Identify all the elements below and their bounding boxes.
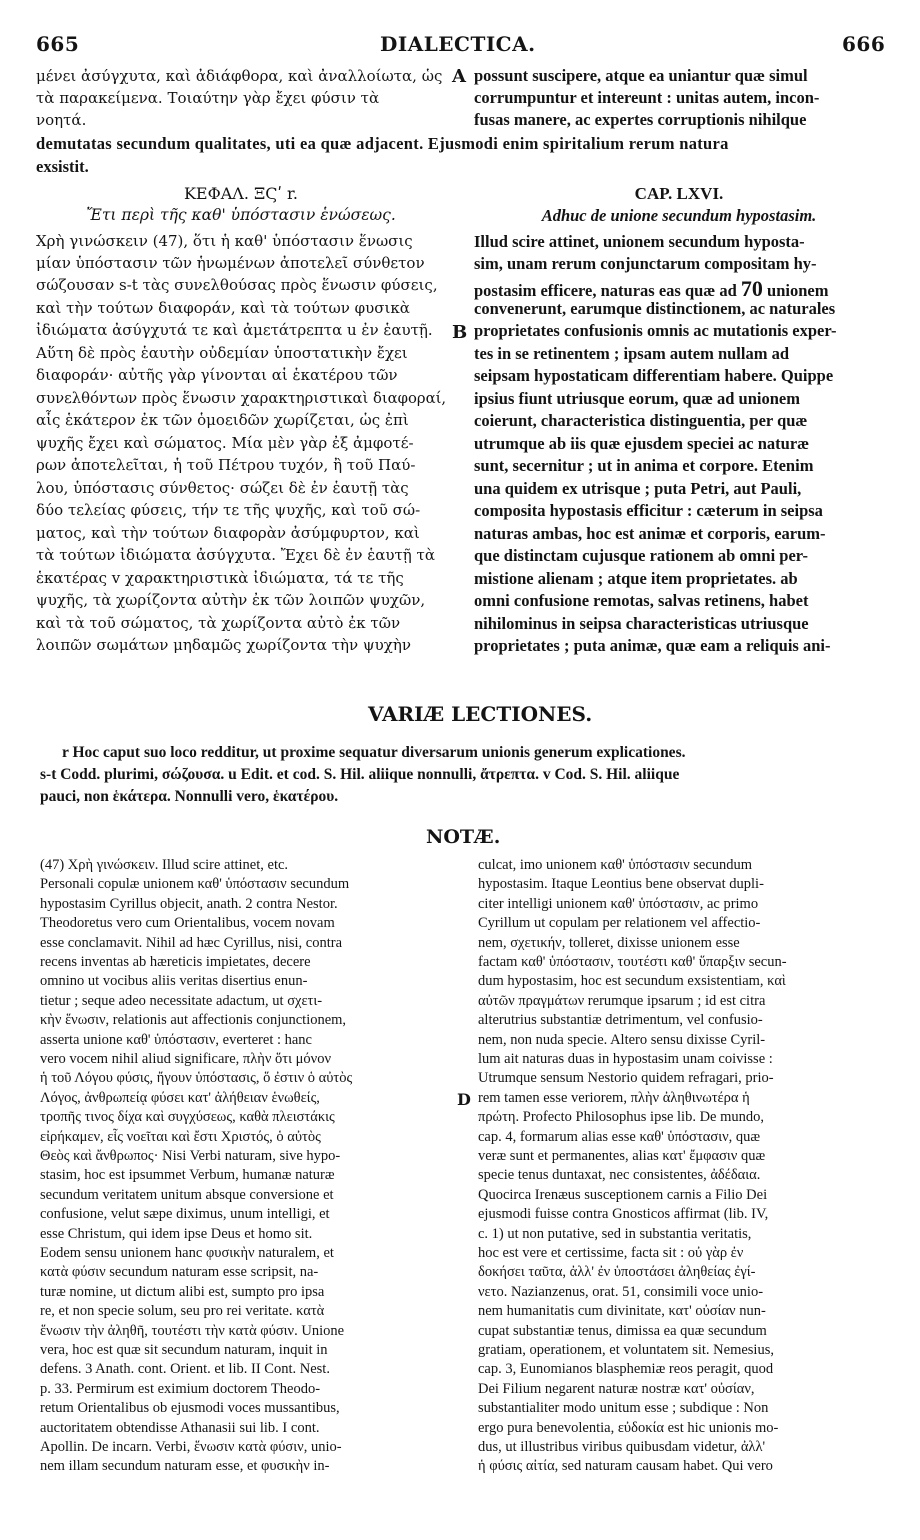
note-line: Cyrillum ut copulam per relationem vel affectio-: [478, 915, 761, 932]
note-line: αὐτῶν πραγμάτων rerumque ipsarum ; id est citra: [478, 992, 766, 1009]
margin-letter-d: D: [457, 1090, 471, 1109]
latin-line: que distinctam cujusque rationem ab omni per-: [474, 546, 808, 565]
latin-line: tes in se retinentem ; ipsam autem nullam ad: [474, 344, 790, 363]
greek-line: συνελθόντων πρὸς ἕνωσιν χαρακτηριστικαὶ διαφοραί,: [36, 389, 447, 407]
note-line: veræ sunt et permanentes, alias κατ' ἔμφασιν quæ: [478, 1148, 766, 1164]
greek-line: τὰ τούτων ἰδιώματα ἀσύγχυτα. Ἔχει δὲ ἐν ἑαυτῇ τὰ: [36, 546, 435, 564]
greek-line: ρων ἀποτελεῖται, ἡ τοῦ Πέτρου τυχόν, ἢ τοῦ Παύ-: [36, 456, 416, 474]
note-line: Utrumque sensum Nestorio quidem refragari, prio-: [478, 1070, 774, 1087]
greek-line: καὶ τὴν τούτων διαφοράν, καὶ τὰ τούτων φυσικὰ: [36, 299, 410, 317]
note-line: cupat substantiæ tenus, dimissa ea quæ secundum: [478, 1322, 767, 1339]
page-number-right: 666: [842, 32, 886, 56]
note-line: Eodem sensu unionem hanc φυσικὴν naturalem, et: [40, 1245, 334, 1261]
note-line: vero vocem nihil aliud significare, πλὴν ὅτι μόνον: [40, 1051, 332, 1067]
note-line: ἡ φύσις αἰτία, sed naturam causam habet. Qui vero: [478, 1458, 773, 1475]
note-line: turæ nomine, ut dictum alibi est, sumpto pro ipsa: [40, 1283, 325, 1300]
note-line: nem humanitatis cum divinitate, κατ' οὐσίαν nun-: [478, 1303, 766, 1320]
greek-line: ἑκατέρας v χαρακτηριστικὰ ἰδιώματα, τά τε τῆς: [36, 569, 404, 587]
note-line: omnino ut vocibus aliis veritas disertius enun-: [40, 973, 308, 990]
note-line: confusione, velut sæpe diximus, unum intelligi, et: [40, 1206, 330, 1223]
note-line: culcat, imo unionem καθ' ὑπόστασιν secundum: [478, 857, 753, 873]
latin-chapter-subtitle: Adhuc de unione secundum hypostasim.: [541, 206, 817, 225]
top-greek-line: τὰ παρακείμενα. Τοιαύτην γὰρ ἔχει φύσιν τὰ: [36, 89, 380, 107]
note-line: lum ait naturas duas in hypostasim unam coivisse :: [478, 1051, 773, 1067]
latin-line: seipsam hypostaticam differentiam habere. Quippe: [474, 366, 834, 385]
note-line: c. 1) ut non putative, sed in substantia veritatis,: [478, 1225, 752, 1242]
note-line: nem, σχετικήν, tolleret, dixisse unionem esse: [478, 934, 740, 951]
note-line: cap. 4, formarum alias esse καθ' ὑπόστασιν, quæ: [478, 1128, 761, 1145]
latin-line-tail: unionem: [767, 281, 829, 300]
note-line: asserta unione καθ' ὑπόστασιν, everteret : hanc: [40, 1031, 312, 1048]
note-line: p. 33. Permirum est eximium doctorem Theodo-: [40, 1380, 321, 1397]
note-line: retum Orientalibus ob ejusmodi voces mussantibus,: [40, 1400, 340, 1417]
note-line: rem tamen esse veriorem, πλὴν ἀληθινωτέρα ἡ: [478, 1089, 750, 1106]
latin-line: sim, unam rerum conjunctarum compositam hy-: [474, 254, 817, 273]
greek-line: λοιπῶν σωμάτων μηδαμῶς χωρίζοντα τὴν ψυχὴν: [36, 636, 411, 654]
full-width-line: demutatas secundum qualitates, uti ea quæ adjacent. Ejusmodi enim spiritalium rerum natura: [36, 134, 729, 153]
note-line: νετο. Nazianzenus, orat. 51, consimili voce unio-: [478, 1283, 764, 1300]
latin-line: ipsius fiunt utriusque eorum, quæ ad unionem: [474, 389, 800, 408]
note-line: nem, non nuda specie. Altero sensu dixisse Cyril-: [478, 1031, 766, 1048]
note-line: vera, hoc est quæ sit secundum naturam, inquit in: [40, 1342, 328, 1358]
note-line: Apollin. De incarn. Verbi, ἕνωσιν κατὰ φύσιν, unio-: [40, 1439, 342, 1455]
latin-line: nihilominus in seipsa characteristicas utriusque: [474, 614, 809, 633]
column-number-marker: 70: [740, 276, 763, 301]
greek-line: σώζουσαν s-t τὰς συνελθούσας πρὸς ἕνωσιν φύσεις,: [36, 276, 438, 294]
greek-line: καὶ τὰ τοῦ σώματος, τὰ χωρίζοντα αὐτὸ ἐκ τῶν: [36, 614, 401, 632]
margin-letter-b: B: [452, 322, 468, 343]
note-line: ergo pura benevolentia, εὐδοκία est hic unionis mo-: [478, 1419, 779, 1436]
note-line: defens. 3 Anath. cont. Orient. et lib. II Cont. Nest.: [40, 1361, 330, 1378]
note-line: ejusmodi fuisse contra Gnosticos affirmat (lib. IV,: [478, 1206, 769, 1223]
greek-line: αἷς ἑκάτερον ἐκ τῶν ὁμοειδῶν χωρίζεται, ὡς ἐπὶ: [36, 411, 409, 429]
greek-line: ψυχῆς ἔχει καὶ σώματος. Μία μὲν γὰρ ἐξ ἀμφοτέ-: [36, 434, 414, 452]
latin-line: composita hypostasis efficitur : cæterum in seipsa: [474, 501, 823, 520]
greek-line: μίαν ὑπόστασιν τῶν ἡνωμένων ἀποτελεῖ σύνθετον: [36, 254, 425, 272]
running-title: DIALECTICA.: [380, 32, 536, 56]
note-line: recens inventas ab hæreticis impietates, decere: [40, 954, 311, 970]
note-line: cap. 3, Eunomianos blasphemiæ reos peragit, quod: [478, 1361, 774, 1378]
note-line: dus, ut illustribus viribus quibusdam videtur, ἀλλ': [478, 1439, 766, 1455]
greek-line: Χρὴ γινώσκειν (47), ὅτι ἡ καθ' ὑπόστασιν ἕνωσις: [36, 232, 413, 250]
note-line: hypostasim Cyrillus objecit, anath. 2 contra Nestor.: [40, 895, 338, 912]
note-line: Personali copulæ unionem καθ' ὑπόστασιν secundum: [40, 876, 350, 893]
note-line: substantialiter modo unitum esse ; subdique : Non: [478, 1400, 769, 1417]
greek-chapter-heading: ΚΕΦΑΛ. ΞϚʹ r.: [183, 184, 299, 203]
note-line: esse conclamavit. Nihil ad hæc Cyrillus, nisi, contra: [40, 934, 343, 951]
note-line: alterutrius substantiæ detrimentum, vel confusio-: [478, 1012, 763, 1029]
note-line: hoc est vere et certissime, facta sit : οὐ γὰρ ἐν: [478, 1245, 744, 1261]
latin-line: utrumque ab iis quæ ejusdem speciei ac naturæ: [474, 434, 810, 453]
margin-letter-a: A: [452, 66, 466, 87]
note-line: stasim, hoc est ipsummet Verbum, humanæ naturæ: [40, 1167, 335, 1184]
latin-line: coierunt, characteristica distinguentia, per quæ: [474, 411, 808, 430]
greek-line: ἰδιώματα ἀσύγχυτά τε καὶ ἀμετάτρεπτα u ἐν ἑαυτῇ.: [36, 321, 433, 339]
note-line: τροπῆς τινος δίχα καὶ συγχύσεως, καθὰ πλειστάκις: [40, 1109, 335, 1126]
variant-line: r Hoc caput suo loco redditur, ut proxime sequatur diversarum unionis generum explicationes.: [62, 744, 686, 761]
note-line: secundum veritatem unitum absque conversione et: [40, 1186, 334, 1203]
top-greek-line: μένει ἀσύγχυτα, καὶ ἀδιάφθορα, καὶ ἀναλλοίωτα, ὡς: [36, 67, 443, 85]
greek-line: λου, ὑπόστασις σύνθετος· σώζει δὲ ἐν ἑαυτῇ τὰς: [36, 479, 409, 497]
top-latin-line: possunt suscipere, atque ea uniantur quæ simul: [474, 66, 808, 85]
latin-line: proprietates confusionis omnis ac mutationis exper-: [474, 321, 837, 340]
note-line: gratiam, operationem, et voluntatem sit. Nemesius,: [478, 1342, 774, 1358]
latin-chapter-heading: CAP. LXVI.: [634, 184, 724, 203]
top-latin-line: fusas manere, ac expertes corruptionis nihilque: [474, 110, 807, 129]
variae-lectiones-title: VARIÆ LECTIONES.: [368, 702, 593, 726]
note-line: Theodoretus vero cum Orientalibus, vocem novam: [40, 915, 335, 932]
note-line: tietur ; seque adeo necessitate adactum, ut σχετι-: [40, 992, 323, 1009]
note-line: Λόγος, ἀνθρωπείᾳ φύσει κατ' ἀλήθειαν ἑνωθείς,: [40, 1089, 320, 1106]
note-line: citer intelligi unionem καθ' ὑπόστασιν, ac primo: [478, 895, 759, 912]
latin-line: proprietates ; puta animæ, quæ eam a reliquis ani-: [474, 636, 831, 655]
top-greek-line: νοητά.: [36, 111, 87, 129]
note-line: (47) Χρὴ γινώσκειν. Illud scire attinet, etc.: [40, 857, 289, 873]
latin-line: convenerunt, earumque distinctionem, ac naturales: [474, 299, 836, 318]
note-line: re, et non specie solum, seu pro rei veritate. κατὰ: [40, 1303, 325, 1320]
greek-line: ψυχῆς, τὰ χωρίζοντα αὐτὴν ἐκ τῶν λοιπῶν ψυχῶν,: [36, 591, 426, 609]
note-line: hypostasim. Itaque Leontius bene observat dupli-: [478, 876, 764, 893]
note-line: εἰρήκαμεν, εἷς νοεῖται καὶ ἔστι Χριστός, ὁ αὐτὸς: [40, 1128, 321, 1145]
note-line: specie tenus duntaxat, nec consistentes, ἀδέδαια.: [478, 1167, 761, 1184]
greek-line: δύο τελείας φύσεις, τήν τε τῆς ψυχῆς, καὶ τοῦ σώ-: [36, 501, 421, 519]
greek-line: ματος, καὶ τὴν τούτων διαφορὰν ἀσύμφυρτον, καὶ: [36, 524, 420, 542]
note-line: κὴν ἕνωσιν, relationis aut affectionis conjunctionem,: [40, 1012, 347, 1029]
greek-chapter-subtitle: Ἔτι περὶ τῆς καθ' ὑπόστασιν ἑνώσεως.: [86, 206, 396, 224]
latin-line: una quidem ex utrisque ; puta Petri, aut Pauli,: [474, 479, 802, 498]
latin-line-text: postasim efficere, naturas eas quæ ad: [474, 281, 737, 300]
note-line: Dei Filium negarent naturæ nostræ κατ' οὐσίαν,: [478, 1380, 755, 1397]
note-line: esse Christum, qui idem ipse Deus et homo sit.: [40, 1225, 313, 1242]
greek-line: διαφοράν· αὐτῆς γὰρ γίνονται αἱ ἑκατέρου τῶν: [36, 366, 398, 384]
note-line: ἡ τοῦ Λόγου φύσις, ἤγουν ὑπόστασις, ὅ ἐστιν ὁ αὐτὸς: [40, 1070, 353, 1087]
latin-line: sunt, secernitur ; ut in anima et corpore. Etenim: [474, 456, 814, 475]
note-line: Θεὸς καὶ ἄνθρωπος· Nisi Verbi naturam, sive hypo-: [40, 1148, 341, 1164]
note-line: auctoritatem obtendisse Athanasii sui lib. I cont.: [40, 1419, 320, 1436]
full-width-line: exsistit.: [36, 157, 89, 176]
note-line: nem illam secundum naturam esse, et φυσικὴν in-: [40, 1458, 330, 1475]
page-number-left: 665: [36, 32, 80, 56]
note-line: κατὰ φύσιν secundum naturam esse scripsit, na-: [40, 1264, 319, 1281]
variant-line: pauci, non ἑκάτερα. Nonnulli vero, ἑκατέρου.: [40, 788, 339, 805]
latin-line: mistione alienam ; atque item proprietates. ab: [474, 569, 798, 588]
note-line: dum hypostasim, hoc est secundum exsistentiam, καὶ: [478, 973, 786, 990]
note-line: Quocirca Irenæus susceptionem carnis a Filio Dei: [478, 1186, 768, 1203]
latin-line: naturas ambas, hoc est animæ et corporis, earum-: [474, 524, 826, 543]
latin-line: Illud scire attinet, unionem secundum hyposta-: [474, 232, 805, 251]
note-line: ἕνωσιν τὴν ἀληθῆ, τουτέστι τὴν κατὰ φύσιν. Unione: [40, 1322, 345, 1339]
note-line: factam καθ' ὑπόστασιν, τουτέστι καθ' ὕπαρξιν secun-: [478, 954, 787, 970]
notae-title: NOTÆ.: [426, 826, 501, 848]
note-line: δοκήσει ταῦτα, ἀλλ' ἐν ὑποστάσει ἀληθείας ἐγί-: [478, 1264, 756, 1281]
latin-line: omni confusione remotas, salvas retinens, habet: [474, 591, 809, 610]
top-latin-line: corrumpuntur et intereunt : unitas autem, incon-: [474, 88, 820, 107]
variant-line: s-t Codd. plurimi, σώζουσα. u Edit. et cod. S. Hil. aliique nonnulli, ἄτρεπτα. v Cod. S. Hil. aliique: [40, 766, 680, 783]
greek-line: Αὕτη δὲ πρὸς ἑαυτὴν οὐδεμίαν ὑποστατικὴν ἔχει: [36, 344, 408, 362]
note-line: πρώτη. Profecto Philosophus ipse lib. De mundo,: [478, 1109, 765, 1126]
